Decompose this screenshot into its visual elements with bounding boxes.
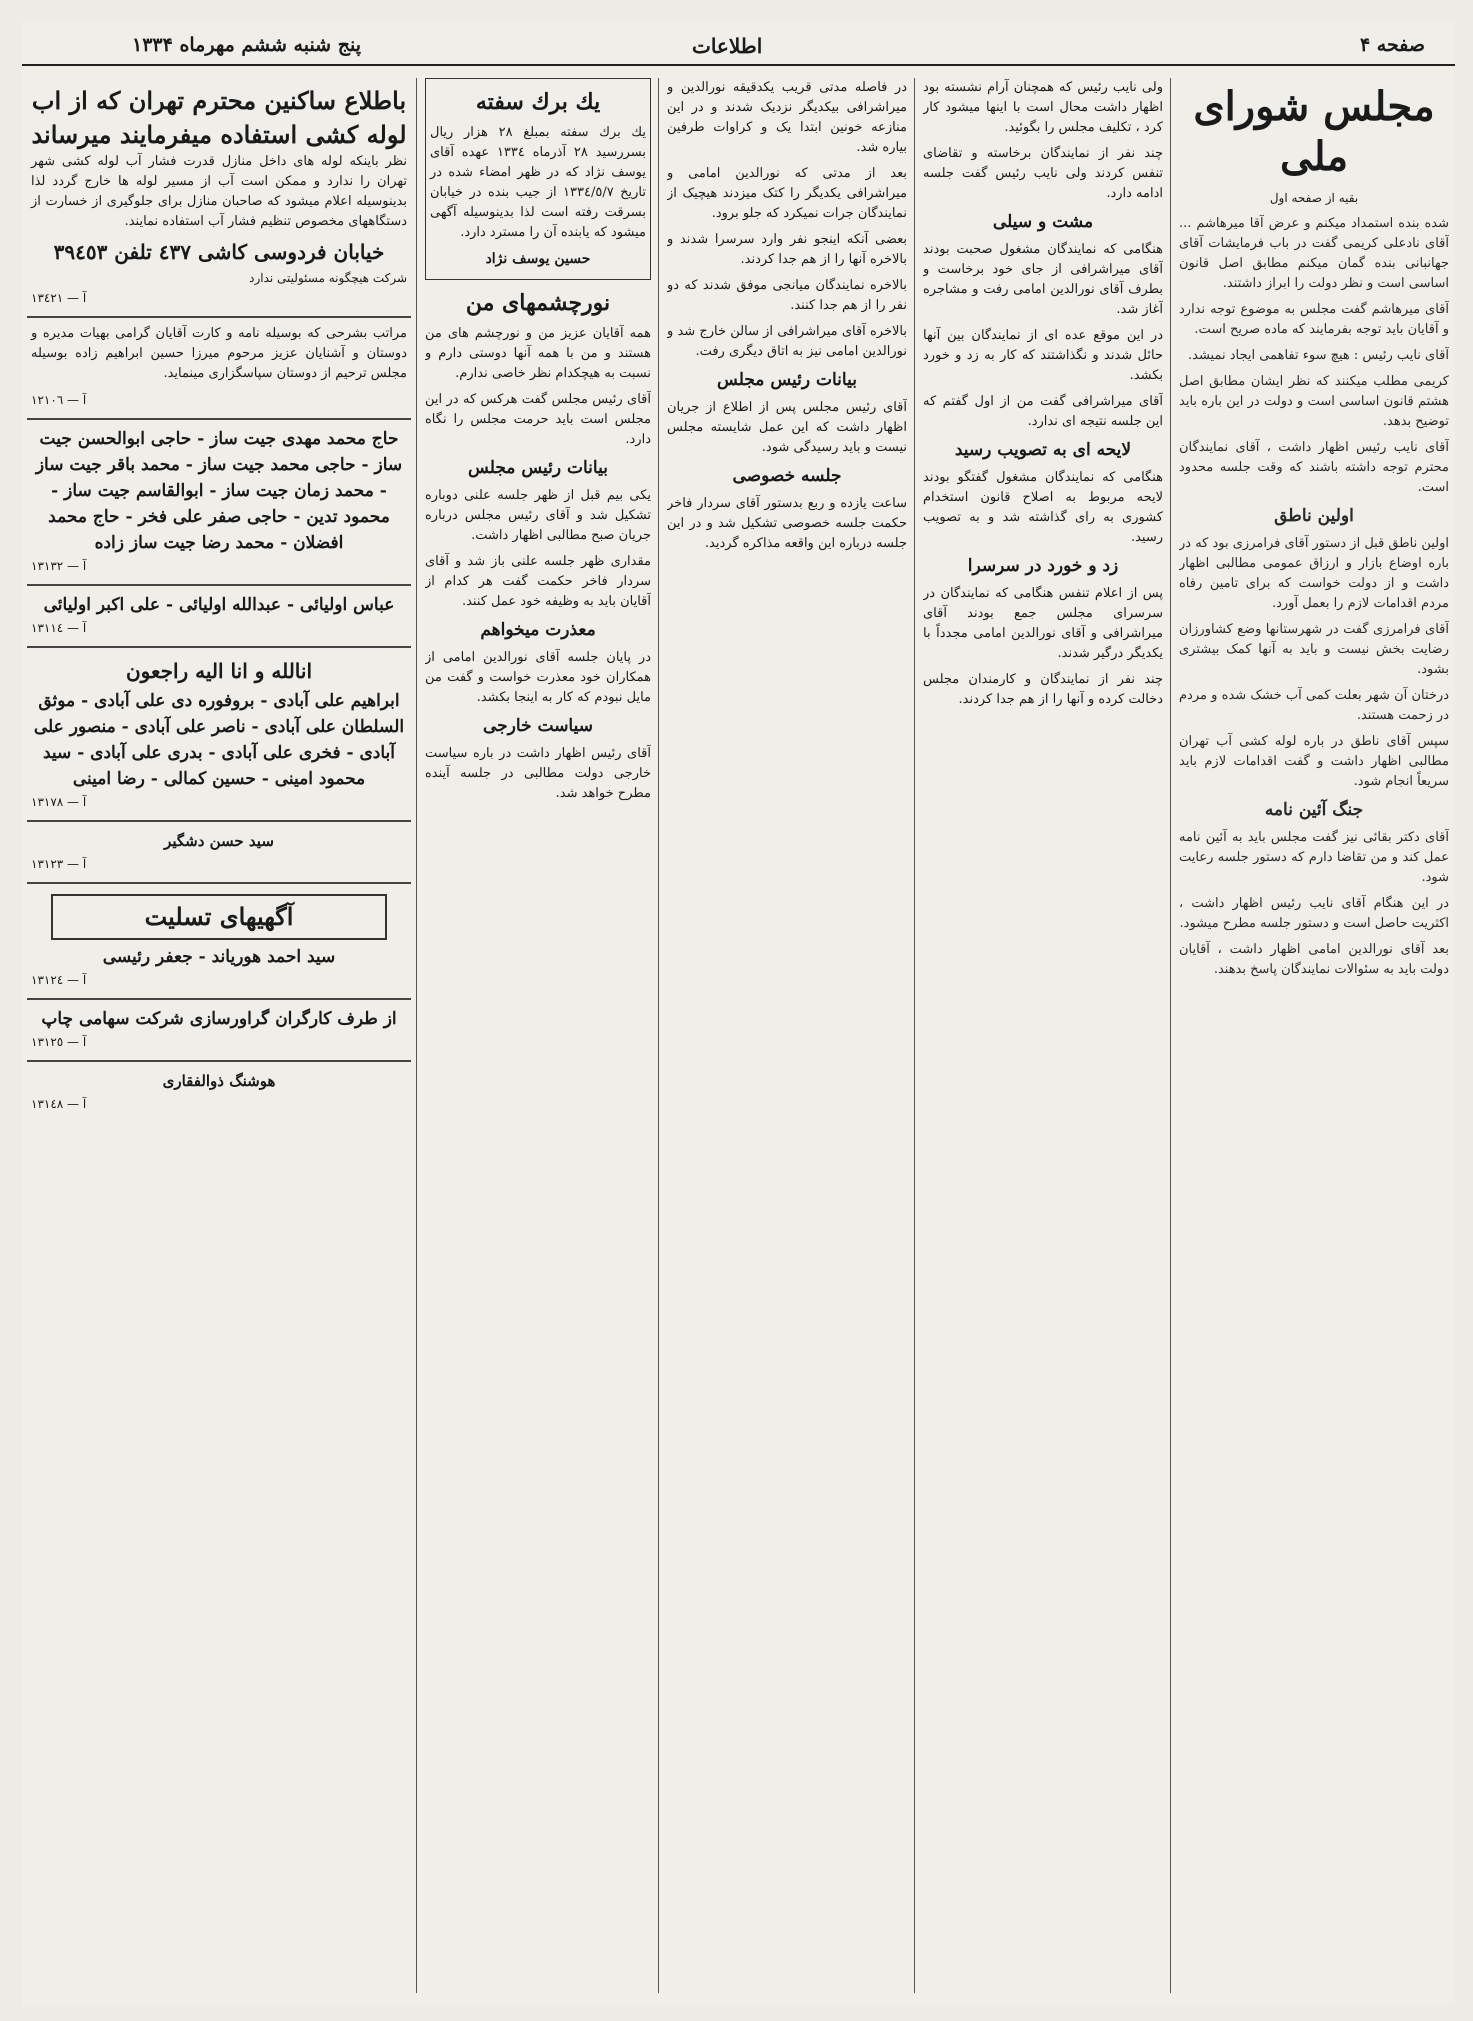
ad-names: حاج محمد مهدی جیت ساز - حاجی ابوالحسن جیت ساز - حاجی محمد جیت ساز - محمد باقر جیت ساز - محمد زمان جیت ساز - ابوالقاسم جیت ساز - محمود تدین - حاجی صفر علی فخر - حاج محمد افضلان - محمد رضا جیت ساز زاده [35, 429, 403, 553]
ad-title: باطلاع ساکنین محترم تهران که از اب لوله کشی استفاده میفرمایند میرساند [31, 86, 407, 149]
ad-signature: هوشنگ ذوالفقاری [162, 1072, 276, 1090]
ad-note: شرکت هیچگونه مسئولیتی ندارد [249, 271, 407, 285]
subhead-speaker-remarks: بیانات رئیس مجلس [717, 370, 857, 390]
paragraph: اولین ناطق قبل از دستور آقای فرامرزی بود که در باره اوضاع بازار و ارزاق عمومی مطالبی اظهار داشت و از دولت خواست که برای تامین رفاه مردم اقدامات لازم را بعمل آورد. [1179, 536, 1449, 611]
masthead [22, 30, 1455, 66]
paragraph: مقداری ظهر جلسه علنی باز شد و آقای سردار فاخر حکمت گفت هر کدام از آقایان باید به وظیفه خود عمل کنند. [425, 554, 651, 609]
paragraph: آقای رئیس مجلس گفت هرکس که در این مجلس است باید حرمت مجلس را نگاه دارد. [425, 392, 651, 447]
ad-title: انالله و انا الیه راجعون [125, 659, 313, 683]
paragraph: سپس آقای ناطق در باره لوله کشی آب تهران مطالبی اظهار داشت و گفت اقدامات لازم باید سریعاً انجام شود. [1179, 734, 1449, 789]
column-rule [658, 78, 659, 1993]
paragraph: بالاخره نمایندگان میانجی موفق شدند که دو نفر را از هم جدا کنند. [667, 278, 907, 313]
condolence-box [51, 894, 387, 940]
paragraph: آقای میراشرافی گفت من از اول گفتم که این جلسه نتیجه ای ندارد. [923, 394, 1163, 429]
notice-body: یك برك سفته بمبلغ ۲۸ هزار ریال بسررسید ۲۸ آذرماه ۱۳۳٤ عهده آقای یوسف نژاد که در ظهر امضاء شده در تاریخ ۱۳۳٤/٥/٧ از جیب بنده در خیابان بسرقت رفته است لذا بدینوسیله آگهی میشود که یابنده آن را مسترد دارد. [430, 125, 646, 240]
column-ads [27, 78, 411, 1993]
ad-code: آ — ١٢١٠٦ [31, 393, 87, 407]
ad-code: آ — ١٣١٧٨ [31, 795, 87, 809]
paragraph: آقای رئیس مجلس پس از اطلاع از جریان اظهار داشت که این عمل شایسته مجلس نیست و باید رسیدگی شود. [667, 400, 907, 455]
subhead-first-speaker: اولین ناطق [1274, 506, 1354, 526]
ad-code: آ — ١٣١٢٣ [31, 857, 87, 871]
paper-name: اطلاعات [692, 34, 763, 58]
paragraph: چند نفر از نمایندگان و کارمندان مجلس دخالت کرده و آنها را از هم جدا کردند. [923, 672, 1163, 707]
subhead-hall-fight: زد و خورد در سرسرا [967, 556, 1119, 576]
condolence-ad [27, 420, 411, 586]
paragraph: ساعت یازده و ربع بدستور آقای سردار فاخر حکمت جلسه خصوصی تشکیل شد و در این جلسه درباره این واقعه مذاکره گردید. [667, 496, 907, 551]
thanks-ad [27, 318, 411, 420]
subhead-private-session: جلسه خصوصی [732, 466, 842, 486]
ad-address: خیابان فردوسی کاشی ٤٣٧ تلفن ٣٩٤٥٣ [53, 240, 385, 264]
paragraph: آقای نایب رئیس : هیچ سوء تفاهمی ایجاد نمیشد. [1188, 348, 1449, 363]
issue-date: پنج شنبه ششم مهرماه ۱۳۳۴ [132, 34, 362, 56]
paragraph: بعد از مدتی که نورالدین امامی و میراشرافی یکدیگر را کتک میزدند هیچیک از نمایندگان جرات نمیکرد که جلو برود. [667, 166, 907, 221]
ad-code: آ — ١٣١٢٤ [31, 973, 87, 987]
column-rule [1170, 78, 1171, 1993]
subhead-my-dears: نورچشمهای من [465, 290, 611, 316]
paragraph: بعضی آنکه اینجو نفر وارد سرسرا شدند و بالاخره آنها را از هم جدا کردند. [667, 232, 907, 267]
paragraph: هنگامی که نمایندگان مشغول صحبت بودند آقای میراشرافی از جای خود برخاست و بطرف آقای نورالدین امامی رفت و مشاجره آغاز شد. [923, 242, 1163, 317]
column-rule [416, 78, 417, 1993]
page-number: صفحه ۴ [1359, 34, 1425, 56]
parliament-body [1179, 214, 1449, 980]
condolence-ad [27, 884, 411, 1000]
ad-signature: سید حسن دشگیر [164, 832, 274, 850]
ad-code: آ — ١٣٤٢١ [31, 291, 87, 305]
parliament-headline: مجلس شورای ملی [1193, 83, 1435, 180]
paragraph: بعد آقای نورالدین امامی اظهار داشت ، آقایان دولت باید به سئوالات نمایندگان پاسخ بدهند. [1179, 942, 1449, 977]
column-rule [914, 78, 915, 1993]
lost-cheque-notice [425, 78, 651, 280]
paragraph: در این هنگام آقای نایب رئیس اظهار داشت ، اکثریت حاصل است و دستور جلسه مطرح میشود. [1179, 896, 1449, 931]
condolence-ad [27, 586, 411, 648]
notice-signature: حسین یوسف نژاد [485, 251, 591, 267]
paragraph: یکی بیم قبل از ظهر جلسه علنی دوباره تشکیل شد و آقای رئیس مجلس درباره جریان صبح مطالبی اظهار داشت. [425, 488, 651, 543]
paragraph: کریمی مطلب میکنند که نظر ایشان مطابق اصل هشتم قانون اساسی است و دولت در این باره باید توضیح بدهد. [1179, 374, 1449, 429]
paragraph: درختان آن شهر بعلت کمی آب خشک شده و مردم در زحمت هستند. [1179, 688, 1449, 723]
ad-code: آ — ١٣١٣٢ [31, 559, 87, 573]
subhead-bill-passed: لایحه ای به تصویب رسید [954, 440, 1132, 460]
paragraph: پس از اعلام تنفس هنگامی که نمایندگان در سرسرای مجلس جمع بودند آقای میراشرافی و آقای نورالدین امامی مجدداً با یکدیگر درگیر شدند. [923, 586, 1163, 661]
paragraph: آقای نایب رئیس اظهار داشت ، آقای نمایندگان محترم توجه داشته باشند که وقت جلسه محدود است. [1179, 440, 1449, 495]
condolence-ad [27, 822, 411, 884]
water-company-ad [27, 78, 411, 318]
paragraph: ولی نایب رئیس که همچنان آرام نشسته بود اظهار داشت محال است با اینها میشود کار کرد ، تکلیف مجلس را بگوئید. [923, 80, 1163, 135]
column-parliament [1179, 78, 1449, 1993]
condolence-ad [27, 648, 411, 822]
continued-note: بقیه از صفحه اول [1269, 191, 1359, 205]
paragraph: بالاخره آقای میراشرافی از سالن خارج شد و نورالدین امامی نیز به اتاق دیگری رفت. [667, 324, 907, 359]
ad-code: آ — ١٣١١٤ [31, 621, 87, 635]
subhead-speaker-remarks: بیانات رئیس مجلس [468, 458, 608, 478]
column-3 [667, 78, 907, 1993]
ad-names: از طرف کارگران گراورسازی شرکت سهامی چاپ [41, 1009, 397, 1029]
paragraph: چند نفر از نمایندگان برخاسته و تقاضای تنفس کردند ولی نایب رئیس گفت جلسه ادامه دارد. [923, 146, 1163, 201]
subhead-foreign-policy: سیاست خارجی [483, 716, 593, 736]
condolence-ad [27, 1000, 411, 1062]
ad-code: آ — ١٣١٤٨ [31, 1097, 87, 1111]
subhead-apology: معذرت میخواهم [480, 620, 596, 640]
paragraph: آقای رئیس اظهار داشت در باره سیاست خارجی دولت مطالبی در جلسه آینده مطرح خواهد شد. [425, 746, 651, 801]
paragraph: در فاصله مدتی قریب یکدقیقه نورالدین و میراشرافی بیکدیگر نزدیک شدند و در این منازعه خونین ابتدا یک و کراوات طرفین بیاره شد. [667, 80, 907, 155]
notice-title: یك برك سفته [475, 89, 601, 115]
subhead-fists: مشت و سیلی [992, 212, 1094, 232]
paragraph: شده بنده استمداد میکنم و عرض آقا میرهاشم ... آقای نادعلی کریمی گفت در باب فرمایشات آقای جهانبانی بنده گمان میکنم مطابق اصل قانون اساسی است و نظر دولت را ابراز داشتند. [1179, 216, 1449, 291]
paragraph: هنگامی که نمایندگان مشغول گفتگو بودند لایحه مربوط به اصلاح قانون استخدام کشوری به رای گذاشته شد و به تصویب رسید. [923, 470, 1163, 545]
ad-names: سید احمد هوریاند - جعفر رئیسی [102, 947, 336, 967]
paragraph: همه آقایان عزیز من و نورچشم های من هستند و من با همه آنها دوستی دارم و نسبت به هیچکدام نظر خاصی ندارم. [425, 326, 651, 381]
paragraph: در این موقع عده ای از نمایندگان بین آنها حائل شدند و نگذاشتند که کار به زد و خورد بکشد. [923, 328, 1163, 383]
newspaper-page [22, 20, 1455, 2005]
ad-body: مراتب بشرحی که بوسیله نامه و کارت آقایان گرامی بهیات مدیره و دوستان و آشنایان عزیز مرحوم میرزا حسین ابراهیم زاده بوسیله مجلس ترحیم از دوستان سپاسگزاری مینماید. [31, 326, 407, 381]
ad-names: ابراهیم علی آبادی - بروفوره دی علی آبادی - موثق السلطان علی آبادی - ناصر علی آبادی - منصور علی آبادی - فخری علی آبادی - بدری علی آبادی - سید محمود امینی - حسین کمالی - رضا امینی [33, 691, 405, 789]
paragraph: آقای دکتر بقائی نیز گفت مجلس باید به آئین نامه عمل کند و من تقاضا دارم که دستور جلسه رعایت شود. [1179, 830, 1449, 885]
column-2 [923, 78, 1163, 1993]
ad-code: آ — ١٣١٢٥ [31, 1035, 87, 1049]
ad-names: عباس اولیائی - عبدالله اولیائی - علی اکبر اولیائی [43, 595, 395, 615]
paragraph: آقای فرامرزی گفت در شهرستانها وضع کشاورزان رضایت بخش نیست و باید به آنها کمک بیشتری بشود. [1179, 622, 1449, 677]
column-4 [425, 78, 651, 1993]
ad-title: آگهیهای تسلیت [144, 902, 294, 931]
paragraph: آقای میرهاشم گفت مجلس به موضوع توجه ندارد و آقایان باید توجه بفرمایند که ماده صریح است. [1179, 302, 1449, 337]
subhead-rules-fight: جنگ آئین نامه [1264, 800, 1364, 820]
condolence-ad [27, 1062, 411, 1122]
ad-body: نظر باینکه لوله های داخل منازل قدرت فشار آب لوله کشی شهر تهران را ندارد و ممکن است آب از مسیر لوله ها خارج گردد لذا بدینوسیله اعلام میشود که صاحبان منازل برای جلوگیری از خسارت از دستگاههای مخصوص تنظیم فشار آب استفاده نمایند. [31, 154, 407, 229]
paragraph: در پایان جلسه آقای نورالدین امامی از همکاران خود معذرت خواست و گفت من مایل نبودم که کار به اینجا بکشد. [425, 650, 651, 705]
